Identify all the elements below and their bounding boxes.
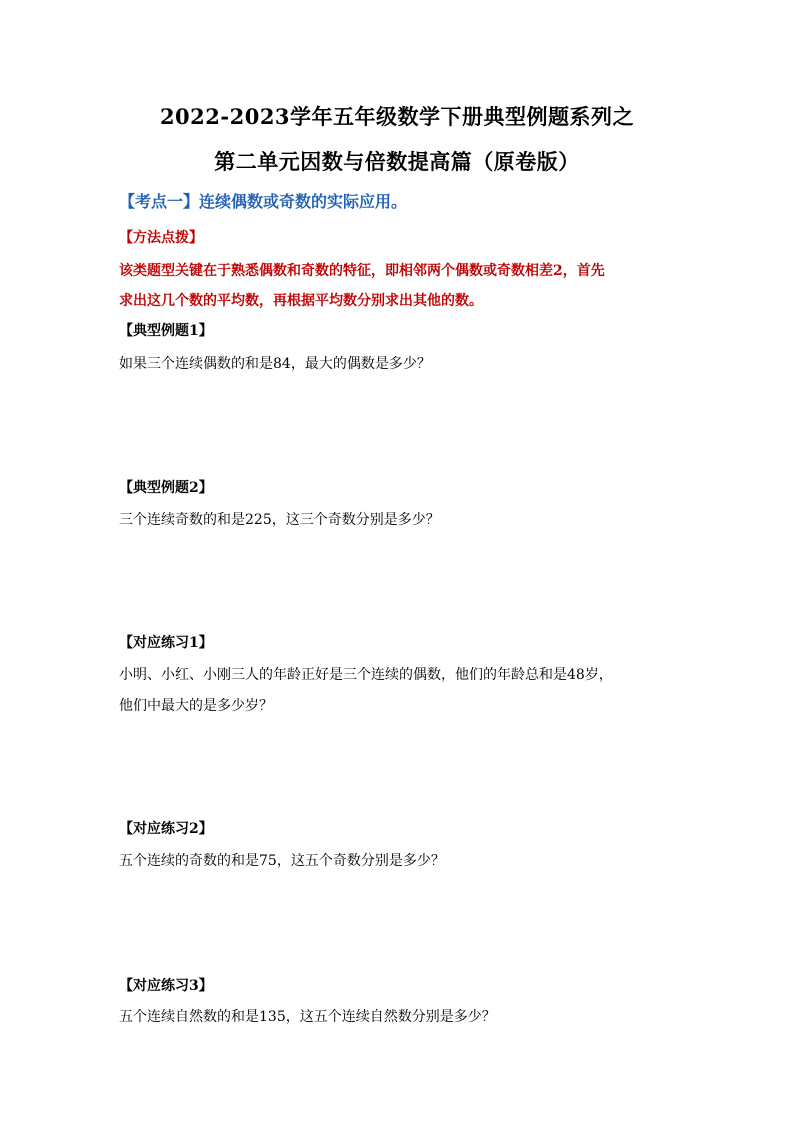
method-text-line-2: 求出这几个数的平均数，再根据平均数分别求出其他的数。 bbox=[119, 293, 483, 309]
document-title-line-2: 第二单元因数与倍数提高篇（原卷版） bbox=[214, 149, 580, 174]
method-label: 【方法点拨】 bbox=[119, 230, 203, 246]
practice-2-question: 五个连续的奇数的和是75，这五个奇数分别是多少？ bbox=[119, 853, 445, 869]
example-1-label: 【典型例题1】 bbox=[119, 323, 213, 339]
practice-2-label: 【对应练习2】 bbox=[119, 821, 213, 837]
practice-1-label: 【对应练习1】 bbox=[119, 635, 213, 651]
practice-1-question-line-1: 小明、小红、小刚三人的年龄正好是三个连续的偶数，他们的年龄总和是48岁， bbox=[119, 667, 613, 683]
example-2-label: 【典型例题2】 bbox=[119, 480, 213, 496]
practice-3-question: 五个连续自然数的和是135，这五个连续自然数分别是多少？ bbox=[119, 1009, 496, 1025]
method-text-line-1: 该类题型关键在于熟悉偶数和奇数的特征，即相邻两个偶数或奇数相差2，首先 bbox=[119, 263, 605, 279]
practice-3-label: 【对应练习3】 bbox=[119, 978, 213, 994]
topic-heading: 【考点一】连续偶数或奇数的实际应用。 bbox=[119, 192, 408, 211]
practice-1-question-line-2: 他们中最大的是多少岁？ bbox=[119, 698, 273, 714]
example-2-question: 三个连续奇数的和是225，这三个奇数分别是多少？ bbox=[119, 512, 440, 528]
document-title-line-1: 2022-2023学年五年级数学下册典型例题系列之 bbox=[159, 104, 635, 129]
example-1-question: 如果三个连续偶数的和是84，最大的偶数是多少？ bbox=[119, 356, 431, 372]
